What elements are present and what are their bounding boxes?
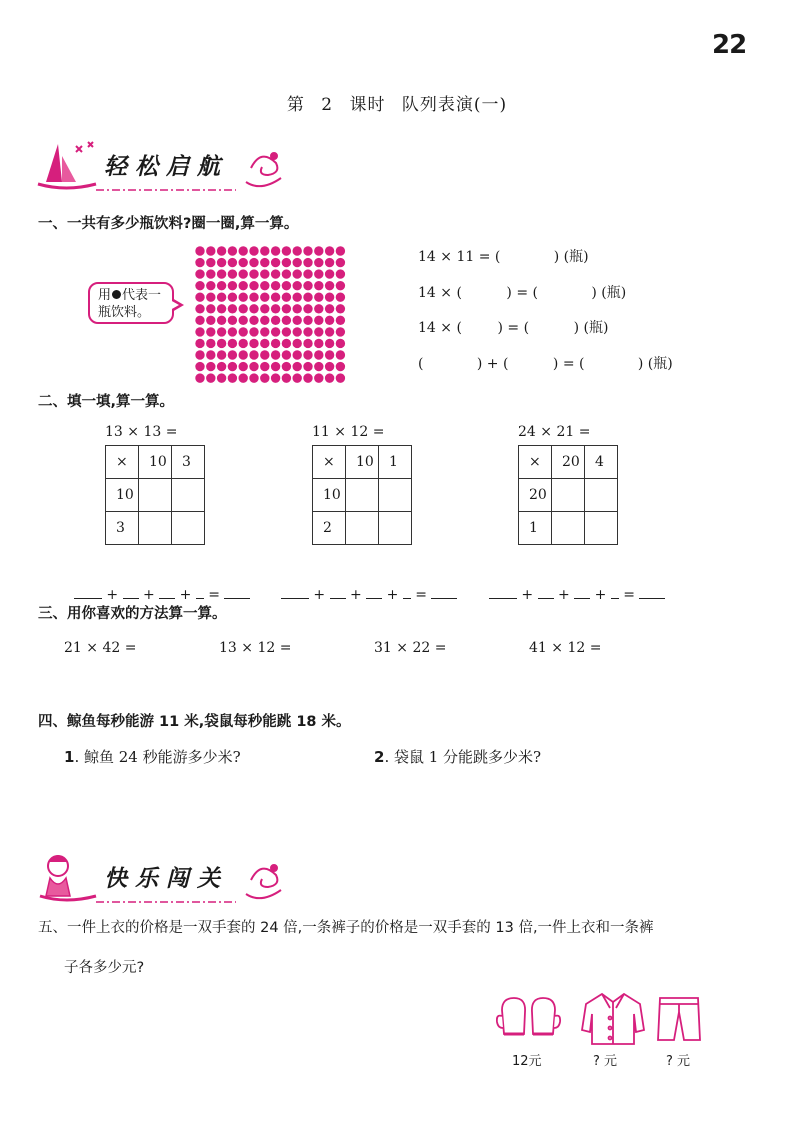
bottle-dot	[239, 362, 248, 371]
grid-cell: 10	[139, 446, 172, 479]
bubble-tail-inner	[170, 300, 179, 310]
bottle-dot	[293, 327, 302, 336]
multiplication-grid-1	[105, 424, 205, 545]
grid-table	[518, 445, 618, 545]
bottle-dot	[303, 327, 312, 336]
bottle-dot	[217, 350, 226, 359]
plus-sign: +	[143, 587, 155, 603]
answer-blank[interactable]	[366, 586, 382, 599]
bottle-dot	[303, 281, 312, 290]
bottle-dot	[303, 258, 312, 267]
question-2-heading: 二、填一填,算一算。	[38, 394, 175, 410]
bottle-dot	[217, 339, 226, 348]
bottle-dot	[314, 269, 323, 278]
speech-bubble	[88, 282, 174, 324]
plus-sign: +	[594, 587, 607, 603]
bottle-dot	[239, 339, 248, 348]
question-4-heading: 四、鲸鱼每秒能游 11 米,袋鼠每秒能跳 18 米。	[38, 714, 351, 730]
bottle-dot	[314, 281, 323, 290]
grid-answer-cell[interactable]	[172, 512, 205, 545]
bottle-dot	[336, 281, 345, 290]
bottle-dot	[228, 293, 237, 302]
bottle-dot	[217, 246, 226, 255]
bubble-text-pre: 用	[98, 288, 112, 303]
bottle-dot	[195, 269, 204, 278]
bottle-dot	[249, 293, 258, 302]
answer-blank[interactable]	[611, 586, 619, 599]
bottle-dot	[314, 373, 323, 382]
subquestion-text: . 袋鼠 1 分能跳多少米?	[384, 748, 542, 766]
bottle-dot	[325, 269, 334, 278]
bottle-dot	[314, 293, 323, 302]
bottle-dot	[282, 362, 291, 371]
answer-blank[interactable]	[74, 586, 102, 599]
grid-cell: ×	[519, 446, 552, 479]
bottle-dot	[293, 281, 302, 290]
bottle-dot	[260, 293, 269, 302]
grid-table	[312, 445, 412, 545]
bottle-dot	[217, 316, 226, 325]
subquestion-number: 1	[64, 748, 75, 766]
bottle-dot	[325, 373, 334, 382]
bottle-dot	[249, 373, 258, 382]
grid-cell: ×	[313, 446, 346, 479]
grid-answer-cell[interactable]	[552, 512, 585, 545]
bottle-dot	[195, 350, 204, 359]
bottle-dot	[206, 304, 215, 313]
bottle-dot	[293, 316, 302, 325]
bottle-dot	[206, 339, 215, 348]
bottle-dot	[271, 316, 280, 325]
grid-cell: 20	[519, 479, 552, 512]
bottle-dot	[195, 339, 204, 348]
bottle-dot	[239, 269, 248, 278]
price-jacket: ? 元	[593, 1054, 618, 1069]
grid-cell: 3	[172, 446, 205, 479]
lesson-title: 第 2 课时 队列表演(一)	[286, 95, 508, 115]
question-5-line-1: 五、一件上衣的价格是一双手套的 24 倍,一条裤子的价格是一双手套的 13 倍,一件上衣和一条裤	[38, 920, 654, 936]
grid-cell: 1	[519, 512, 552, 545]
page-number: 22	[712, 30, 747, 60]
bottle-dot	[260, 327, 269, 336]
bottle-dot	[228, 316, 237, 325]
bottle-dot	[228, 281, 237, 290]
bottle-dot	[249, 327, 258, 336]
answer-blank[interactable]	[123, 586, 139, 599]
banner-title: 轻松启航	[104, 154, 228, 180]
bottle-dot	[303, 246, 312, 255]
bottle-dot	[206, 281, 215, 290]
bottle-dot	[206, 350, 215, 359]
bottle-dot	[271, 258, 280, 267]
bottle-dot	[293, 304, 302, 313]
sum-line-3	[480, 570, 665, 603]
bottle-dot	[228, 339, 237, 348]
bottle-dot	[206, 327, 215, 336]
grid-label: 11 × 12 =	[312, 424, 385, 440]
plus-sign: +	[558, 587, 570, 603]
multiplication-grid-2	[312, 424, 412, 545]
bottle-dot	[260, 350, 269, 359]
bottle-dot	[303, 362, 312, 371]
bottle-dot	[228, 269, 237, 278]
grid-cell: 4	[585, 446, 618, 479]
bottle-dot	[336, 362, 345, 371]
bottle-dot	[303, 304, 312, 313]
bottle-dot	[336, 269, 345, 278]
bottle-dot	[314, 350, 323, 359]
q4-subquestion-2	[374, 746, 541, 767]
bottle-dot	[282, 293, 291, 302]
sum-line-2	[272, 570, 457, 603]
banner-happy-challenge	[36, 850, 296, 910]
bottle-dot	[282, 327, 291, 336]
answer-blank[interactable]	[431, 586, 457, 599]
bottle-dot	[325, 293, 334, 302]
grid-cell: 1	[379, 446, 412, 479]
bottle-dot	[249, 316, 258, 325]
equals-sign: =	[415, 587, 428, 603]
grid-answer-cell[interactable]	[172, 479, 205, 512]
bottle-dot	[282, 281, 291, 290]
plus-sign: +	[179, 587, 192, 603]
bottle-dot	[271, 373, 280, 382]
q1-equation-3: 14 × ( ) = ( ) (瓶)	[418, 320, 609, 336]
bottle-dot	[206, 373, 215, 382]
question-1-heading: 一、一共有多少瓶饮料?圈一圈,算一算。	[38, 216, 299, 232]
plus-sign: +	[386, 587, 399, 603]
bottle-dot	[195, 258, 204, 267]
bottle-dot	[325, 316, 334, 325]
bottle-dot	[293, 350, 302, 359]
bottle-dot	[249, 339, 258, 348]
grid-answer-cell[interactable]	[379, 479, 412, 512]
q3-problem-1: 21 × 42 =	[64, 640, 137, 656]
banner-title: 快乐闯关	[104, 866, 228, 892]
bottle-dot	[195, 373, 204, 382]
bottle-dot	[249, 350, 258, 359]
bubble-text-post: 代表一	[122, 288, 162, 303]
bottle-dot	[217, 304, 226, 313]
bottle-dot	[217, 373, 226, 382]
bottle-dot	[282, 246, 291, 255]
bottle-dot	[303, 373, 312, 382]
bottle-dot	[325, 350, 334, 359]
bottle-dot	[195, 304, 204, 313]
equals-sign: =	[623, 587, 636, 603]
q1-equation-1: 14 × 11 = ( ) (瓶)	[418, 249, 589, 265]
grid-answer-cell[interactable]	[585, 512, 618, 545]
bottle-dot	[303, 339, 312, 348]
bottle-dot	[303, 316, 312, 325]
grid-answer-cell[interactable]	[139, 512, 172, 545]
grid-cell: 10	[346, 446, 379, 479]
bottle-dot	[303, 293, 312, 302]
bottle-dot	[206, 362, 215, 371]
bottle-dot	[239, 327, 248, 336]
answer-blank[interactable]	[489, 586, 517, 599]
answer-blank[interactable]	[330, 586, 346, 599]
dot-legend-icon	[112, 290, 121, 299]
bottle-dot	[206, 269, 215, 278]
bottle-dot	[271, 293, 280, 302]
q3-problem-4: 41 × 12 =	[529, 640, 602, 656]
bottle-dot	[325, 281, 334, 290]
bottle-dot	[271, 350, 280, 359]
bottle-dot	[260, 339, 269, 348]
bottle-dot	[239, 293, 248, 302]
bottle-dot	[293, 269, 302, 278]
bottle-dot	[293, 258, 302, 267]
bottle-dot	[206, 246, 215, 255]
price-mittens: 12元	[512, 1054, 542, 1069]
bottle-dot	[336, 258, 345, 267]
bottle-dot	[217, 258, 226, 267]
bottle-dot	[249, 362, 258, 371]
bottle-dot	[314, 246, 323, 255]
bottle-dot	[260, 269, 269, 278]
bottle-dot	[293, 293, 302, 302]
bottle-dot	[206, 316, 215, 325]
question-3-heading: 三、用你喜欢的方法算一算。	[38, 606, 227, 622]
bottle-dot	[195, 327, 204, 336]
answer-blank[interactable]	[196, 586, 204, 599]
bottle-dot	[260, 373, 269, 382]
grid-cell: 10	[313, 479, 346, 512]
bottle-dot	[325, 362, 334, 371]
bottle-dot	[336, 246, 345, 255]
bottle-dot	[217, 269, 226, 278]
bottle-dot	[228, 304, 237, 313]
bottle-dot	[195, 246, 204, 255]
bottle-dot	[260, 258, 269, 267]
answer-blank[interactable]	[538, 586, 554, 599]
bottle-dot	[314, 258, 323, 267]
bottle-dot	[249, 281, 258, 290]
bottle-dot	[271, 339, 280, 348]
bottle-dot	[228, 350, 237, 359]
answer-blank[interactable]	[281, 586, 309, 599]
banner-easy-start	[36, 138, 296, 198]
bottle-dot	[217, 281, 226, 290]
bottle-dot	[282, 258, 291, 267]
pants-icon	[654, 994, 704, 1044]
plus-sign: +	[350, 587, 362, 603]
grid-cell: ×	[106, 446, 139, 479]
bottle-dot	[260, 246, 269, 255]
bottle-dot	[249, 258, 258, 267]
bottle-dot	[271, 327, 280, 336]
bottle-dot	[282, 316, 291, 325]
price-pants: ? 元	[666, 1054, 691, 1069]
bottle-dot	[314, 339, 323, 348]
bottle-dot	[325, 339, 334, 348]
q3-problem-3: 31 × 22 =	[374, 640, 447, 656]
grid-answer-cell[interactable]	[346, 479, 379, 512]
bottle-dot	[303, 350, 312, 359]
bottle-dot	[336, 339, 345, 348]
bottle-dot	[260, 304, 269, 313]
subquestion-number: 2	[374, 748, 385, 766]
bottle-dot	[249, 269, 258, 278]
bottle-dot	[314, 316, 323, 325]
bottle-dot	[293, 362, 302, 371]
plus-sign: +	[106, 587, 119, 603]
bottle-dot	[228, 246, 237, 255]
answer-blank[interactable]	[224, 586, 250, 599]
bottle-dot	[217, 293, 226, 302]
bottle-dot	[271, 281, 280, 290]
bottle-dot	[206, 293, 215, 302]
plus-sign: +	[313, 587, 326, 603]
jacket-icon	[580, 990, 646, 1046]
q1-equation-4: ( ) + ( ) = ( ) (瓶)	[418, 356, 673, 372]
mittens-icon	[496, 994, 566, 1042]
bottle-dot	[228, 373, 237, 382]
bottle-dot	[282, 269, 291, 278]
bottle-dot	[239, 246, 248, 255]
grid-cell: 3	[106, 512, 139, 545]
grid-table	[105, 445, 205, 545]
grid-cell: 20	[552, 446, 585, 479]
bottle-dot	[228, 362, 237, 371]
bottle-dot	[271, 304, 280, 313]
bottle-dot	[260, 316, 269, 325]
grid-answer-cell[interactable]	[552, 479, 585, 512]
answer-blank[interactable]	[403, 586, 411, 599]
bottle-dot	[293, 373, 302, 382]
bottle-dot	[239, 258, 248, 267]
bottle-dot	[325, 258, 334, 267]
bottle-dot	[325, 246, 334, 255]
answer-blank[interactable]	[159, 586, 175, 599]
grid-answer-cell[interactable]	[139, 479, 172, 512]
answer-blank[interactable]	[574, 586, 590, 599]
bottle-dot	[239, 316, 248, 325]
grid-cell: 2	[313, 512, 346, 545]
plus-sign: +	[521, 587, 534, 603]
q1-equation-2: 14 × ( ) = ( ) (瓶)	[418, 285, 627, 301]
question-5-text	[38, 908, 758, 988]
bottle-dot	[195, 362, 204, 371]
bubble-text-line2: 瓶饮料。	[98, 305, 151, 320]
bottle-dot	[260, 281, 269, 290]
bottle-dot	[195, 293, 204, 302]
bottle-dot	[282, 373, 291, 382]
bottle-dot	[293, 246, 302, 255]
bottle-dot	[239, 350, 248, 359]
bottle-dot	[228, 258, 237, 267]
bottle-dot	[314, 327, 323, 336]
bottle-dot	[314, 362, 323, 371]
bottle-dot-grid	[195, 246, 347, 386]
subquestion-text: . 鲸鱼 24 秒能游多少米?	[74, 748, 241, 766]
bottle-dot	[195, 281, 204, 290]
grid-answer-cell[interactable]	[379, 512, 412, 545]
grid-cell: 10	[106, 479, 139, 512]
bottle-dot	[217, 362, 226, 371]
grid-label: 13 × 13 =	[105, 424, 178, 440]
bottle-dot	[336, 373, 345, 382]
grid-answer-cell[interactable]	[346, 512, 379, 545]
bottle-dot	[217, 327, 226, 336]
bottle-dot	[239, 281, 248, 290]
bottle-dot	[325, 327, 334, 336]
bottle-dot	[303, 269, 312, 278]
bottle-dot	[228, 327, 237, 336]
multiplication-grid-3	[518, 424, 618, 545]
bottle-dot	[239, 373, 248, 382]
bottle-dot	[249, 304, 258, 313]
question-5-line-2: 子各多少元?	[64, 960, 145, 976]
bottle-dot	[336, 327, 345, 336]
bottle-dot	[206, 258, 215, 267]
bottle-dot	[336, 293, 345, 302]
bottle-dot	[293, 339, 302, 348]
bottle-dot	[271, 362, 280, 371]
bottle-dot	[282, 339, 291, 348]
bottle-dot	[336, 304, 345, 313]
bottle-dot	[260, 362, 269, 371]
answer-blank[interactable]	[639, 586, 665, 599]
q4-subquestion-1	[64, 746, 241, 767]
bottle-dot	[282, 304, 291, 313]
bottle-dot	[271, 246, 280, 255]
grid-label: 24 × 21 =	[518, 424, 591, 440]
bottle-dot	[336, 316, 345, 325]
grid-answer-cell[interactable]	[585, 479, 618, 512]
bottle-dot	[314, 304, 323, 313]
bottle-dot	[336, 350, 345, 359]
sum-line-1	[65, 570, 250, 603]
equals-sign: =	[208, 587, 221, 603]
bottle-dot	[271, 269, 280, 278]
bottle-dot	[249, 246, 258, 255]
q3-problem-2: 13 × 12 =	[219, 640, 292, 656]
bottle-dot	[195, 316, 204, 325]
bottle-dot	[282, 350, 291, 359]
bottle-dot	[325, 304, 334, 313]
bottle-dot	[239, 304, 248, 313]
